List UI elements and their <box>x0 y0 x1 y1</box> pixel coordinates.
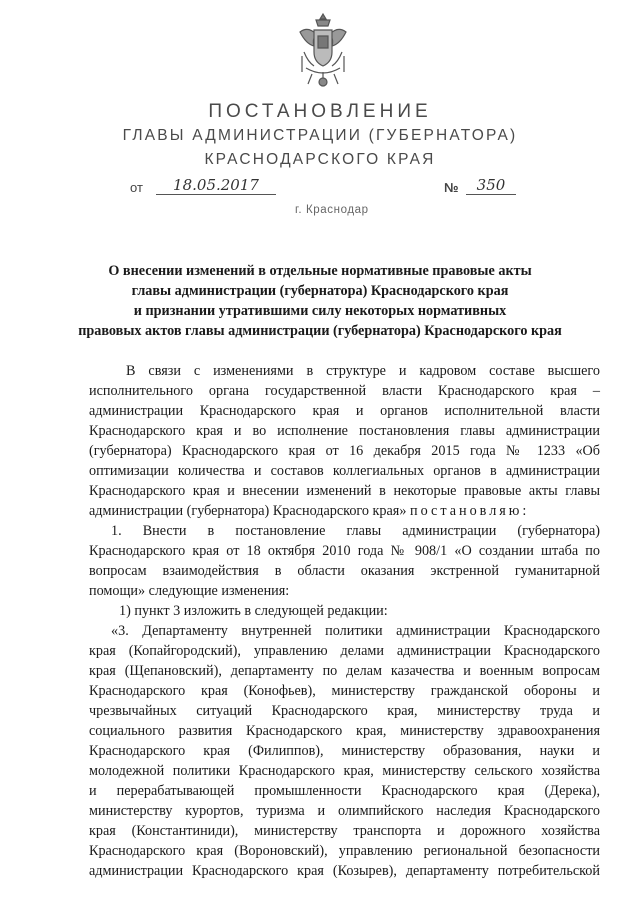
body-line: Краснодарского края и во исполнение постановления главы администрации <box>89 423 600 439</box>
body-line: края (Копайгородский), управлению делами администрации Краснодарского <box>89 643 600 659</box>
body-line: «3. Департаменту внутренней политики администрации Краснодарского <box>111 623 600 639</box>
body-line: чрезвычайных ситуаций Краснодарского края, министерству труда и <box>89 703 600 719</box>
document-date: 18.05.2017 <box>156 176 276 195</box>
authority-heading-line1: ГЛАВЫ АДМИНИСТРАЦИИ (ГУБЕРНАТОРА) <box>122 127 518 144</box>
body-line: Краснодарского края и внесении изменений в некоторые правовые акты главы <box>89 483 600 499</box>
body-line: исполнительного органа государственной власти Краснодарского края – <box>89 383 600 399</box>
body-line: края (Щепановский), департаменту по делам казачества и военным вопросам <box>89 663 600 679</box>
title-line: главы администрации (губернатора) Краснодарского края <box>131 283 509 299</box>
coat-of-arms-icon <box>292 12 354 90</box>
body-line: администрации Краснодарского края (Козырев), департаменту потребительской <box>89 863 600 879</box>
body-line: вопросам взаимодействия в области оказания экстренной гуманитарной <box>89 563 600 579</box>
body-line: помощи» следующие изменения: <box>89 583 290 599</box>
number-prefix: № <box>444 180 459 195</box>
body-line: края (Константиниди), министерству транспорта и дорожного хозяйства <box>89 823 600 839</box>
body-line: министерству курортов, туризма и олимпийского наследия Краснодарского <box>89 803 600 819</box>
body-line: В связи с изменениями в структуре и кадровом составе высшего <box>126 363 600 379</box>
body-line: администрации Краснодарского края и органов исполнительной власти <box>89 403 600 419</box>
body-line: 1. Внести в постановление главы администрации (губернатора) <box>111 523 600 539</box>
body-line-text: администрации (губернатора) Краснодарского края» <box>89 503 407 519</box>
body-line: молодежной политики Краснодарского края, министерству сельского хозяйства <box>89 763 600 779</box>
document-body <box>89 361 600 881</box>
title-line: и признании утратившими силу некоторых нормативных <box>133 303 507 319</box>
document-title <box>60 261 580 341</box>
body-line: 1) пункт 3 изложить в следующей редакции: <box>119 603 388 619</box>
body-line: социального развития Краснодарского края, министерству здравоохранения <box>89 723 600 739</box>
authority-heading-line2: КРАСНОДАРСКОГО КРАЯ <box>204 151 436 168</box>
body-line <box>89 501 600 521</box>
body-line: оптимизации количества и составов коллегиальных органов в администрации <box>89 463 600 479</box>
document-type-heading: ПОСТАНОВЛЕНИЕ <box>208 101 432 122</box>
body-line: Краснодарского края (Конофьев), министерству гражданской обороны и <box>89 683 600 699</box>
document-number: 350 <box>466 176 516 195</box>
body-line: (губернатора) Краснодарского края от 16 декабря 2015 года № 1233 «Об <box>89 443 600 459</box>
resolution-word: постановляю: <box>409 503 530 519</box>
body-line: Краснодарского края от 18 октября 2010 года № 908/1 «О создании штаба по <box>89 543 600 559</box>
title-line: О внесении изменений в отдельные нормативные правовые акты <box>108 263 532 279</box>
title-line: правовых актов главы администрации (губернатора) Краснодарского края <box>78 323 562 339</box>
body-line: Краснодарского края (Филиппов), министерству образования, науки и <box>89 743 600 759</box>
body-line: и перерабатывающей промышленности Краснодарского края (Дерека), <box>89 783 600 799</box>
body-line: Краснодарского края (Вороновский), управлению региональной безопасности <box>89 843 600 859</box>
date-prefix: от <box>130 180 143 195</box>
city-label: г. Краснодар <box>295 204 369 216</box>
